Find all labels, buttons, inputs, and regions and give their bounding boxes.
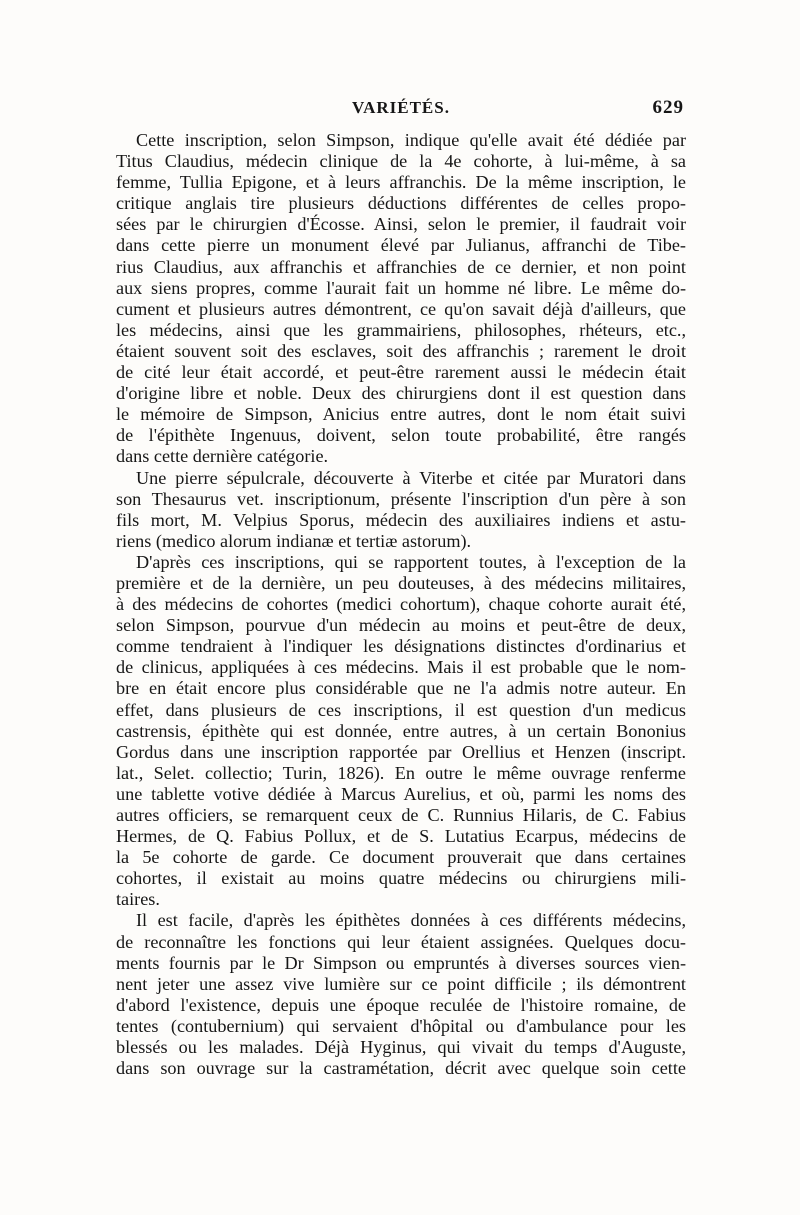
page-header [118, 98, 684, 126]
text-line: fils mort, M. Velpius Sporus, médecin des auxiliaires indiens et astu- [116, 509, 686, 530]
text-line: nent jeter une assez vive lumière sur ce point difficile ; ils démontrent [116, 973, 686, 994]
text-line: les médecins, ainsi que les grammairiens, philosophes, rhéteurs, etc., [116, 319, 686, 340]
text-line: Titus Claudius, médecin clinique de la 4e cohorte, à lui-même, à sa [116, 151, 686, 172]
text-line: sées par le chirurgien d'Écosse. Ainsi, selon le premier, il faudrait voir [116, 214, 686, 235]
text-line: bre en était encore plus considérable que ne l'a admis notre auteur. En [116, 678, 686, 699]
text-line: D'après ces inscriptions, qui se rapportent toutes, à l'exception de la [136, 551, 686, 572]
text-line: aux siens propres, comme l'aurait fait un homme né libre. Le même do- [116, 277, 686, 298]
running-title: VARIÉTÉS. [352, 98, 450, 117]
text-line: selon Simpson, pourvue d'un médecin au moins et peut-être de deux, [116, 615, 686, 636]
text-line: à des médecins de cohortes (medici cohortum), chaque cohorte aurait été, [116, 594, 686, 615]
text-line: lat., Selet. collectio; Turin, 1826). En outre le même ouvrage renferme [116, 762, 686, 783]
text-line: tentes (contubernium) qui servaient d'hôpital ou d'ambulance pour les [116, 1015, 686, 1036]
text-line: taires. [116, 889, 160, 910]
text-line: première et de la dernière, un peu douteuses, à des médecins militaires, [116, 572, 686, 593]
text-line: son Thesaurus vet. inscriptionum, présente l'inscription d'un père à son [116, 488, 686, 509]
text-line: le mémoire de Simpson, Anicius entre autres, dont le nom était suivi [116, 404, 686, 425]
text-line: riens (medico alorum indianæ et tertiæ astorum). [116, 530, 472, 551]
text-line: d'abord l'existence, depuis une époque reculée de l'histoire romaine, de [116, 994, 686, 1015]
text-line: dans son ouvrage sur la castramétation, décrit avec quelque soin cette [116, 1058, 686, 1079]
text-line: étaient souvent soit des esclaves, soit des affranchis ; rarement le droit [116, 340, 686, 361]
text-line: effet, dans plusieurs de ces inscriptions, il est question d'un medicus [116, 699, 686, 720]
text-line: de clinicus, appliquées à ces médecins. Mais il est probable que le nom- [116, 657, 686, 678]
text-line: Cette inscription, selon Simpson, indique qu'elle avait été dédiée par [136, 130, 686, 150]
text-line: castrensis, épithète qui est donnée, entre autres, à un certain Bononius [116, 720, 686, 741]
text-line: autres officiers, se remarquent ceux de C. Runnius Hilaris, de C. Fabius [116, 805, 686, 825]
text-line: dans cette dernière catégorie. [116, 446, 329, 467]
text-line: femme, Tullia Epigone, et à leurs affranchis. De la même inscription, le [116, 172, 686, 193]
text-line: Il est facile, d'après les épithètes données à ces différents médecins, [136, 910, 686, 931]
text-line: de l'épithète Ingenuus, doivent, selon toute probabilité, être rangés [116, 425, 686, 446]
text-line: comme tendraient à l'indiquer les désignations distinctes d'ordinarius et [116, 636, 686, 657]
text-line: blessés ou les malades. Déjà Hyginus, qui vivait du temps d'Auguste, [116, 1037, 686, 1058]
text-line: Une pierre sépulcrale, découverte à Viterbe et citée par Muratori dans [136, 467, 686, 488]
text-line: dans cette pierre un monument élevé par Julianus, affranchi de Tibe- [116, 235, 686, 256]
text-line: Gordus dans une inscription rapportée par Orellius et Henzen (inscript. [116, 741, 686, 762]
text-line: critique anglais tire plusieurs déductions différentes de celles propo- [116, 193, 686, 214]
text-line: rius Claudius, aux affranchis et affranchies de ce dernier, et non point [116, 256, 686, 277]
text-line: cument et plusieurs autres démontrent, ce qu'on savait déjà d'ailleurs, que [116, 298, 686, 319]
text-line: de cité leur était accordé, et peut-être rarement aussi le médecin était [116, 362, 686, 383]
text-line: d'origine libre et noble. Deux des chirurgiens dont il est question dans [116, 383, 686, 404]
text-line: de reconnaître les fonctions qui leur étaient assignées. Quelques docu- [116, 931, 686, 952]
text-line: une tablette votive dédiée à Marcus Aurelius, et où, parmi les noms des [116, 783, 686, 804]
text-line: cohortes, il existait au moins quatre médecins ou chirurgiens mili- [116, 868, 686, 889]
text-line: la 5e cohorte de garde. Ce document prouverait que dans certaines [116, 847, 686, 868]
body-text [116, 130, 686, 1079]
page-number: 629 [652, 97, 684, 118]
text-line: Hermes, de Q. Fabius Pollux, et de S. Lutatius Ecarpus, médecins de [116, 826, 686, 847]
text-line: ments fournis par le Dr Simpson ou empruntés à diverses sources vien- [116, 952, 686, 973]
